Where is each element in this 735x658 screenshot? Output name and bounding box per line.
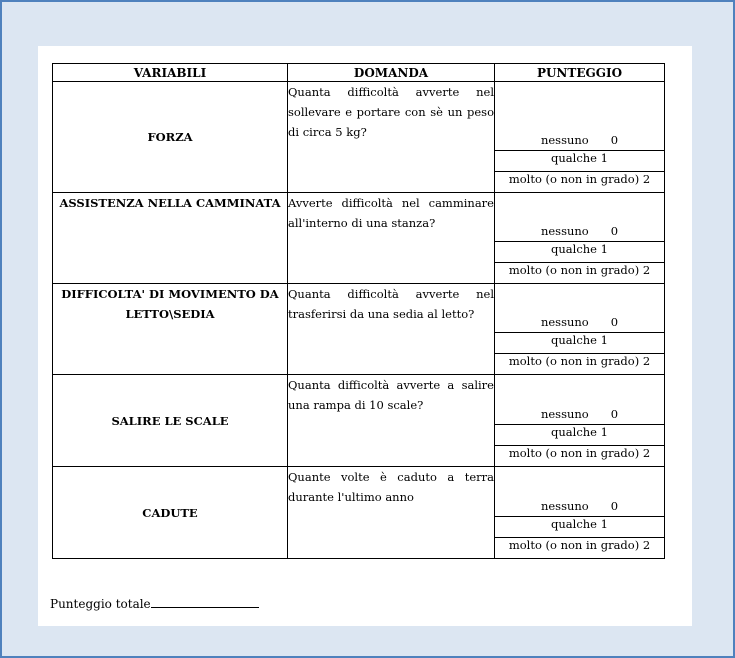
score-some-cell: qualche 1 (495, 151, 665, 172)
header-punteggio: PUNTEGGIO (495, 64, 665, 82)
score-none-label: nessuno (540, 407, 589, 421)
score-much-cell: molto (o non in grado) 2 (495, 446, 665, 467)
score-some-cell: qualche 1 (495, 242, 665, 263)
header-variabili: VARIABILI (53, 64, 288, 82)
score-much-cell: molto (o non in grado) 2 (495, 172, 665, 193)
question-cell (288, 467, 495, 559)
score-none-cell (495, 375, 665, 425)
score-much-cell: molto (o non in grado) 2 (495, 538, 665, 559)
question-text: Avverte difficoltà nel camminare all'interno di una stanza? (288, 196, 494, 230)
table-row (53, 467, 665, 517)
score-none-cell (495, 284, 665, 333)
score-some-cell: qualche 1 (495, 517, 665, 538)
question-text: Quanta difficoltà avverte nel trasferirsi da una sedia al letto? (288, 287, 494, 321)
assessment-table (52, 63, 665, 559)
score-none-value: 0 (610, 133, 619, 147)
table-row (53, 82, 665, 151)
score-much-cell: molto (o non in grado) 2 (495, 263, 665, 284)
total-score-label: Punteggio totale (50, 597, 151, 611)
score-none-label: nessuno (540, 315, 589, 329)
variable-cell: ASSISTENZA NELLA CAMMINATA (53, 193, 288, 284)
question-cell (288, 375, 495, 467)
variable-cell: CADUTE (53, 467, 288, 559)
table-row (53, 193, 665, 242)
total-score-blank (151, 597, 259, 608)
header-domanda: DOMANDA (288, 64, 495, 82)
score-none-value: 0 (610, 407, 619, 421)
score-none-cell (495, 467, 665, 517)
score-some-cell: qualche 1 (495, 425, 665, 446)
table-header-row (53, 64, 665, 82)
score-none-cell (495, 193, 665, 242)
question-cell (288, 193, 495, 284)
score-much-cell: molto (o non in grado) 2 (495, 354, 665, 375)
score-none-label: nessuno (540, 224, 589, 238)
score-none-value: 0 (610, 224, 619, 238)
variable-cell: DIFFICOLTA' DI MOVIMENTO DA LETTO\SEDIA (53, 284, 288, 375)
question-text: Quante volte è caduto a terra durante l'ultimo anno (288, 470, 494, 504)
score-none-label: nessuno (540, 499, 589, 513)
variable-cell: FORZA (53, 82, 288, 193)
document-page (38, 46, 692, 626)
score-none-label: nessuno (540, 133, 589, 147)
score-none-value: 0 (610, 499, 619, 513)
table-row (53, 375, 665, 425)
question-cell (288, 284, 495, 375)
score-none-cell (495, 82, 665, 151)
question-text: Quanta difficoltà avverte a salire una rampa di 10 scale? (288, 378, 494, 412)
score-none-value: 0 (610, 315, 619, 329)
table-row (53, 284, 665, 333)
question-cell (288, 82, 495, 193)
variable-cell: SALIRE LE SCALE (53, 375, 288, 467)
total-score (50, 597, 259, 611)
question-text: Quanta difficoltà avverte nel sollevare e portare con sè un peso di circa 5 kg? (288, 85, 494, 139)
score-some-cell: qualche 1 (495, 333, 665, 354)
